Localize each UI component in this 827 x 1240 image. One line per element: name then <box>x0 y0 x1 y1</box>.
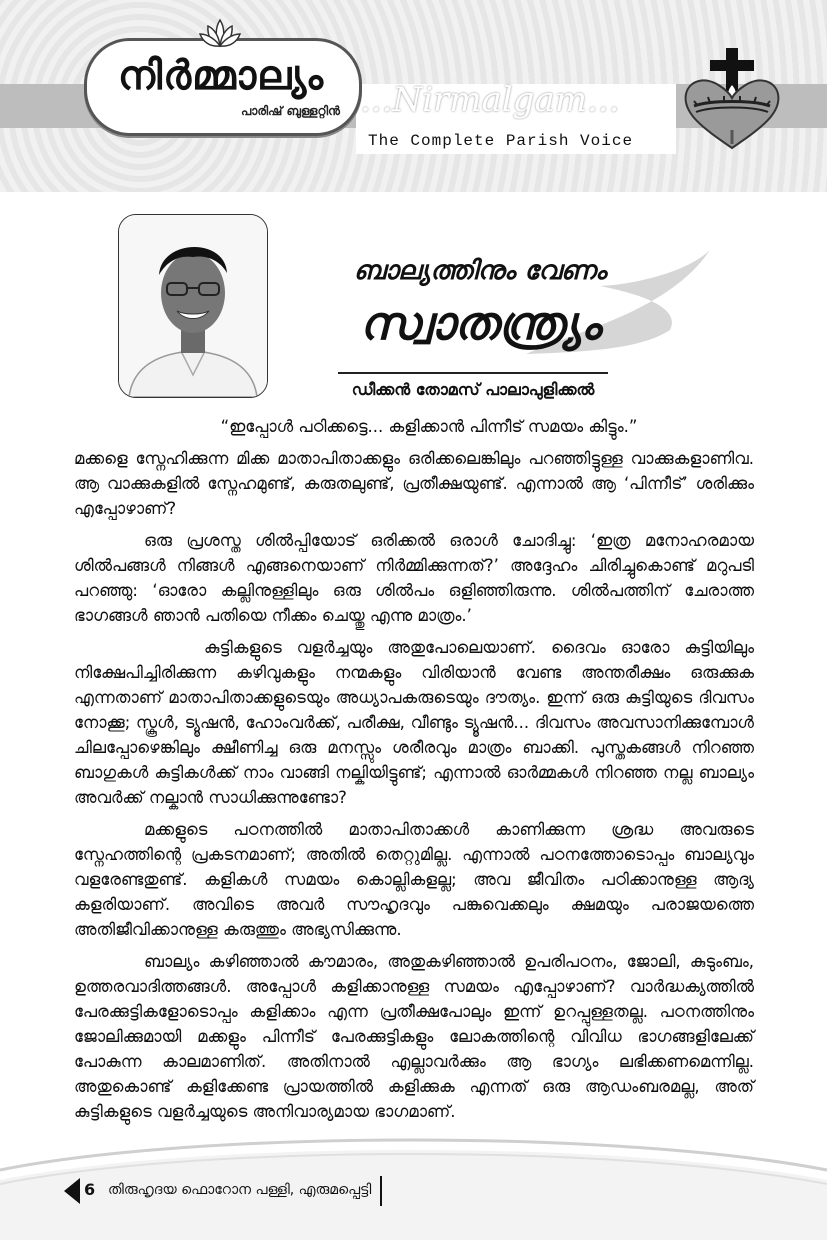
brand-name: ...Nirmalgam... <box>360 80 620 120</box>
page-tab-marker <box>64 1178 80 1204</box>
author-divider <box>338 372 608 374</box>
article-kicker: ബാല്യത്തിനും വേണം <box>353 256 607 286</box>
lotus-ornament-icon <box>198 18 242 48</box>
paragraph: കുട്ടികളുടെ വളർച്ചയും അതുപോലെയാണ്. ദൈവം ഓരോ കുട്ടിയിലും നിക്ഷേപിച്ചിരിക്കുന്ന കഴിവുകളും നന്മകളും വിരിയാൻ വേണ്ട അന്തരീക്ഷം ഒരുക്കുക എന്നതാണ് മാതാപിതാക്കളുടെയും അധ്യാപകരുടെയും ദൗത്യം. ഇന്ന് ഒരു കുട്ടിയുടെ ദിവസം നോക്കൂ; സ്കൂൾ, ട്യൂഷൻ, ഹോംവർക്ക്, പരീക്ഷ, വീണ്ടും ട്യൂഷൻ... ദിവസം അവസാനിക്കുമ്പോൾ ചിലപ്പോഴെങ്കിലും ക്ഷീണിച്ച ഒരു മനസ്സും ശരീരവും മാത്രം ബാക്കി. പുസ്തകങ്ങൾ നിറഞ്ഞ ബാഗുകൾ കുട്ടികൾക്ക് നാം വാങ്ങി നല്കിയിട്ടുണ്ട്; എന്നാൽ ഓർമ്മകൾ നിറഞ്ഞ നല്ല ബാല്യം അവർക്ക് നല്കാൻ സാധിക്കുന്നുണ്ടോ? <box>74 638 754 807</box>
paragraph: ഒരു പ്രശസ്ത ശിൽപ്പിയോട് ഒരിക്കൽ ഒരാൾ ചോദിച്ചു: ‘ഇത്ര മനോഹരമായ ശിൽപങ്ങൾ നിങ്ങൾ എങ്ങനെയാണ് നിർമ്മിക്കുന്നത്?’ അദ്ദേഹം ചിരിച്ചുകൊണ്ട് മറുപടി പറഞ്ഞു: ‘ഓരോ കല്ലിനുള്ളിലും ഒരു ശിൽപം ഒളിഞ്ഞിരുന്നു. ശിൽപത്തിന് ചേരാത്ത ഭാഗങ്ങൾ ഞാൻ പതിയെ നീക്കം ചെയ്തു എന്നു മാത്രം.’ <box>74 531 754 625</box>
bulletin-title: നിർമ്മാല്യം <box>117 52 325 99</box>
paragraph: ബാല്യം കഴിഞ്ഞാൽ കൗമാരം, അതുകഴിഞ്ഞാൽ ഉപരിപഠനം, ജോലി, കുടുംബം, ഉത്തരവാദിത്തങ്ങൾ. അപ്പോൾ കളിക്കാനുള്ള സമയം എപ്പോഴാണ്? വാർദ്ധക്യത്തിൽ പേരക്കുട്ടികളോടൊപ്പം കളിക്കാം എന്ന പ്രതീക്ഷപോലും ഇന്ന് ഉറപ്പുള്ളതല്ല. പഠനത്തിനും ജോലിക്കുമായി മക്കളും പിന്നീട് പേരക്കുട്ടികളും ലോകത്തിന്റെ വിവിധ ഭാഗങ്ങളിലേക്ക് പോകുന്ന കാലമാണിത്. അതിനാൽ എല്ലാവർക്കും ആ ഭാഗ്യം ലഭിക്കണമെന്നില്ല. അതുകൊണ്ട് കളിക്കേണ്ട പ്രായത്തിൽ കളിക്കുക എന്നത് ഒരു ആഡംബരമല്ല, അത് കുട്ടികളുടെ വളർച്ചയുടെ അനിവാര്യമായ ഭാഗമാണ്. <box>74 952 754 1121</box>
paragraph: മക്കളെ സ്നേഹിക്കുന്ന മിക്ക മാതാപിതാക്കളും ഒരിക്കലെങ്കിലും പറഞ്ഞിട്ടുള്ള വാക്കുകളാണിവ. ആ വാക്കുകളിൽ സ്നേഹമുണ്ട്, കരുതലുണ്ട്, പ്രതീക്ഷയുണ്ട്. എന്നാൽ ആ ‘പിന്നീട്’ ശരിക്കും എപ്പോഴാണ്? <box>74 449 754 518</box>
footer-divider <box>380 1176 382 1206</box>
author-name: ഡീക്കൻ തോമസ് പാലാപുളിക്കൽ <box>351 380 595 399</box>
sacred-heart-cross-icon <box>676 44 788 156</box>
brand-tagline: The Complete Parish Voice <box>368 132 634 150</box>
page-header <box>0 0 827 192</box>
bulletin-subtitle: പാരിഷ് ബുള്ളറ്റിൻ <box>241 104 340 118</box>
author-photo <box>118 214 268 398</box>
article-body <box>74 414 754 1131</box>
footer-decoration <box>0 1120 827 1240</box>
footer-parish-name: തിരുഹൃദയ ഫൊറോന പള്ളി, എരുമപ്പെട്ടി <box>108 1182 372 1198</box>
page-number: 6 <box>84 1180 96 1199</box>
article-title: സ്വാതന്ത്ര്യം <box>359 296 601 350</box>
opening-quote: “ഇപ്പോൾ പഠിക്കട്ടെ... കളിക്കാൻ പിന്നീട് സമയം കിട്ടും.” <box>220 417 638 436</box>
paragraph: മക്കളുടെ പഠനത്തിൽ മാതാപിതാക്കൾ കാണിക്കുന്ന ശ്രദ്ധ അവരുടെ സ്നേഹത്തിന്റെ പ്രകടനമാണ്; അതിൽ തെറ്റുമില്ല. എന്നാൽ പഠനത്തോടൊപ്പം ബാല്യവും വളരേണ്ടതുണ്ട്. കളികൾ സമയം കൊല്ലികളല്ല; അവ ജീവിതം പഠിക്കാനുള്ള ആദ്യ കളരിയാണ്. അവിടെ അവർ സൗഹൃദവും പങ്കുവെക്കലും ക്ഷമയും പരാജയത്തെ അതിജീവിക്കാനുള്ള കരുത്തും അഭ്യസിക്കുന്നു. <box>74 820 754 939</box>
author-portrait <box>119 215 267 397</box>
